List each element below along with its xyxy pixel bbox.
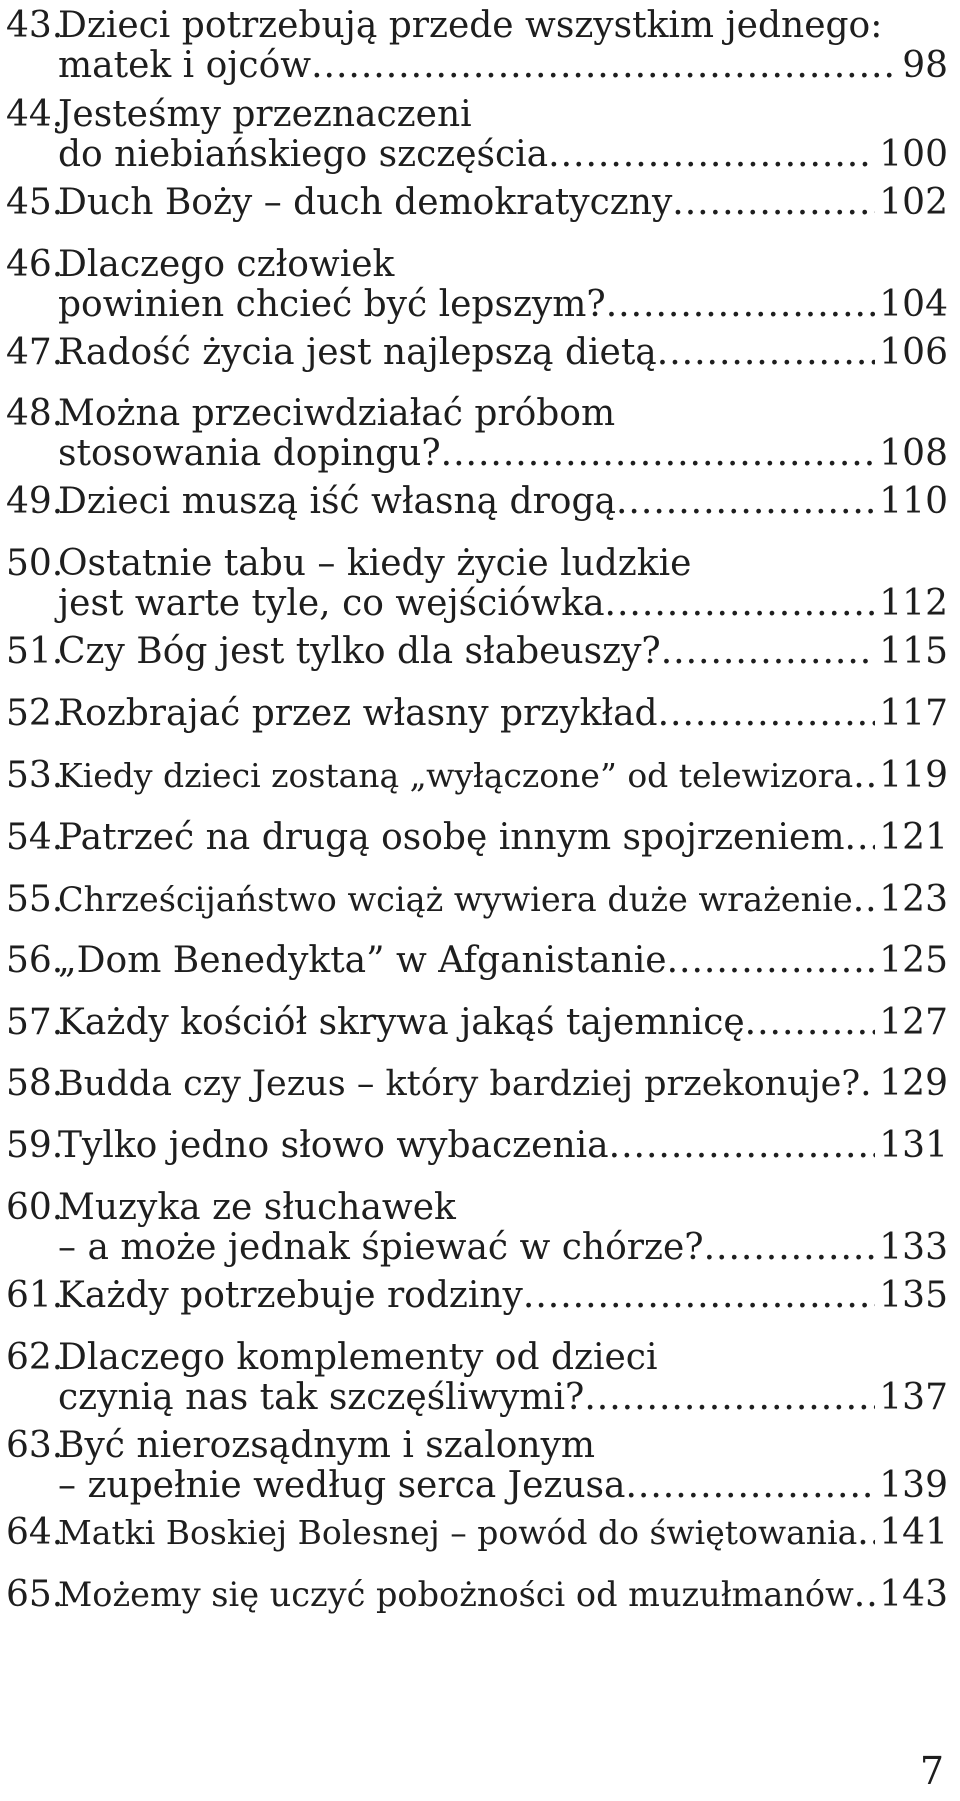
toc-entry-page: 119 <box>879 755 948 796</box>
toc-entry <box>0 1126 948 1166</box>
toc-entry-title-line: Chrześcijaństwo wciąż wywiera duże wrażenie <box>58 880 853 919</box>
toc-entry <box>0 1064 948 1104</box>
toc-entry-leader-line <box>58 632 948 672</box>
toc-entry-number: 58. <box>6 1063 64 1104</box>
toc-entry-page: 139 <box>879 1465 948 1506</box>
dot-leader <box>606 285 876 325</box>
toc-entry-leader-line <box>58 46 948 86</box>
toc-entry <box>0 756 948 796</box>
toc-entry-page: 121 <box>879 817 948 858</box>
toc-entry-title-line: Radość życia jest najlepszą dietą <box>58 332 657 373</box>
toc-entry-leader-line <box>58 818 948 858</box>
toc-entry-page: 143 <box>879 1574 948 1615</box>
toc-entry-page: 102 <box>879 182 948 223</box>
toc-entry-title-line: Możemy się uczyć pobożności od muzułmanów <box>58 1575 854 1614</box>
toc-entry-page: 104 <box>879 284 948 325</box>
toc-entry-leader-line <box>58 333 948 373</box>
toc-entry <box>0 1575 948 1615</box>
toc-entry-leader-line <box>58 135 948 175</box>
dot-leader <box>441 434 876 474</box>
toc-entry-title-line: – zupełnie według serca Jezusa <box>58 1465 626 1506</box>
toc-entry <box>0 183 948 223</box>
dot-leader <box>667 941 876 981</box>
dot-leader <box>548 135 875 175</box>
toc-entry-page: 135 <box>879 1275 948 1316</box>
dot-leader <box>745 1003 876 1043</box>
toc-entry-title-line: Jesteśmy przeznaczeni <box>58 94 472 135</box>
dot-leader <box>625 1466 875 1506</box>
page-number: 7 <box>919 1749 944 1793</box>
toc-entry <box>0 1003 948 1043</box>
toc-entry <box>0 1276 948 1316</box>
dot-leader <box>657 333 876 373</box>
toc-entry-title-line: Być nierozsądnym i szalonym <box>58 1425 596 1466</box>
toc-entry <box>0 544 948 624</box>
toc-entry-title-line: Ostatnie tabu – kiedy życie ludzkie <box>58 543 692 584</box>
toc-entry-title-line: Budda czy Jezus – który bardziej przekonuje? <box>58 1064 861 1104</box>
toc-entry-number: 55. <box>6 879 64 920</box>
toc-entry-number: 48. <box>6 393 64 434</box>
toc-entry-title-line: matek i ojców <box>58 45 312 86</box>
dot-leader <box>672 183 875 223</box>
toc-entry-title-line: Duch Boży – duch demokratyczny <box>58 182 673 223</box>
toc-entry-title-line: Każdy potrzebuje rodziny <box>58 1275 523 1316</box>
toc-entry-leader-line <box>58 1513 948 1553</box>
toc-entry <box>0 1513 948 1553</box>
toc-entry <box>0 880 948 920</box>
toc-entry-number: 64. <box>6 1512 64 1553</box>
toc-entry-number: 57. <box>6 1002 64 1043</box>
toc-entry-leader-line <box>58 1466 948 1506</box>
toc-entry-leader-line <box>58 694 948 734</box>
toc-entry-title-line: Matki Boskiej Bolesnej – powód do świętowania <box>58 1513 858 1552</box>
toc-entry-title-line: jest warte tyle, co wejściówka <box>58 583 605 624</box>
toc-entry <box>0 1188 948 1268</box>
dot-leader <box>658 694 876 734</box>
toc-entry-number: 54. <box>6 817 64 858</box>
toc-entry-leader-line <box>58 1064 948 1104</box>
toc-entry-title-line: – a może jednak śpiewać w chórze? <box>58 1227 704 1268</box>
toc-entry-page: 115 <box>879 631 948 672</box>
toc-entry-leader-line <box>58 434 948 474</box>
toc-entry-title-line: Czy Bóg jest tylko dla słabeuszy? <box>58 631 661 672</box>
toc-entry-number: 50. <box>6 543 64 584</box>
toc-entry-title-line: „Dom Benedykta” w Afganistanie <box>58 940 667 981</box>
toc-entry-title-line: Każdy kościół skrywa jakąś tajemnicę <box>58 1002 745 1043</box>
dot-leader <box>661 632 876 672</box>
toc-entry-number: 59. <box>6 1125 64 1166</box>
toc-entry-page: 100 <box>879 134 948 175</box>
toc-entry-number: 53. <box>6 755 64 796</box>
toc-entry-page: 110 <box>879 481 948 522</box>
toc-entry-title-line: Tylko jedno słowo wybaczenia <box>58 1125 609 1166</box>
dot-leader <box>853 756 875 796</box>
toc-entry-leader-line <box>58 756 948 796</box>
toc-entry-leader-line <box>58 183 948 223</box>
dot-leader <box>311 46 898 86</box>
dot-leader <box>605 584 876 624</box>
toc-entry-title-line: stosowania dopingu? <box>58 433 441 474</box>
toc-entry-title-line: Dlaczego człowiek <box>58 244 395 285</box>
toc-entry <box>0 245 948 325</box>
toc-entry <box>0 6 948 86</box>
toc-entry-page: 106 <box>879 332 948 373</box>
toc-entry-page: 117 <box>879 693 948 734</box>
toc-entry-leader-line <box>58 1228 948 1268</box>
dot-leader <box>845 818 876 858</box>
toc-entry-title-line: do niebiańskiego szczęścia <box>58 134 549 175</box>
toc-entry-number: 63. <box>6 1425 64 1466</box>
toc-entry-page: 133 <box>879 1227 948 1268</box>
toc-entry-title-line: powinien chcieć być lepszym? <box>58 284 606 325</box>
toc-entry-title-line: Patrzeć na drugą osobę innym spojrzeniem <box>58 817 845 858</box>
toc-entry-number: 43. <box>6 5 64 46</box>
toc-entry-number: 62. <box>6 1337 64 1378</box>
toc-entry-number: 52. <box>6 693 64 734</box>
toc-entry-page: 123 <box>879 879 948 920</box>
toc-entry-title-line: Dzieci potrzebują przede wszystkim jednego: <box>58 5 883 46</box>
toc-entry-leader-line <box>58 1378 948 1418</box>
toc-entry-leader-line <box>58 285 948 325</box>
toc-entry <box>0 632 948 672</box>
toc-entry-page: 108 <box>879 433 948 474</box>
toc-entry-number: 44. <box>6 94 64 135</box>
toc-entry-leader-line <box>58 941 948 981</box>
toc-entry-page: 125 <box>879 940 948 981</box>
dot-leader <box>616 482 875 522</box>
toc-entry-page: 98 <box>902 45 948 86</box>
toc-entry-title-line: Kiedy dzieci zostaną „wyłączone” od telewizora <box>58 756 854 795</box>
dot-leader <box>853 880 876 920</box>
toc-entry-page: 127 <box>879 1002 948 1043</box>
toc-entry <box>0 694 948 734</box>
toc-entry-leader-line <box>58 584 948 624</box>
toc-entry-title-line: Rozbrajać przez własny przykład <box>58 693 658 734</box>
toc-entry <box>0 941 948 981</box>
dot-leader <box>854 1575 876 1615</box>
toc-entry <box>0 1338 948 1418</box>
toc-entry <box>0 482 948 522</box>
toc-entry-leader-line <box>58 880 948 920</box>
toc-entry-number: 45. <box>6 182 64 223</box>
toc-entry-number: 49. <box>6 481 64 522</box>
toc-entry-number: 56. <box>6 940 64 981</box>
dot-leader <box>584 1378 875 1418</box>
toc-entry-title-line: Muzyka ze słuchawek <box>58 1187 456 1228</box>
toc-entry-number: 65. <box>6 1574 64 1615</box>
toc-entry-page: 141 <box>879 1512 948 1553</box>
toc-entry-page: 129 <box>879 1063 948 1104</box>
toc-entry-number: 46. <box>6 244 64 285</box>
toc-entry <box>0 394 948 474</box>
toc-entry-leader-line <box>58 1575 948 1615</box>
toc-entry-number: 61. <box>6 1275 64 1316</box>
toc-entry <box>0 333 948 373</box>
dot-leader <box>860 1064 875 1104</box>
toc-entry-title-line: Można przeciwdziałać próbom <box>58 393 616 434</box>
toc-entry-leader-line <box>58 1126 948 1166</box>
toc-entry-number: 47. <box>6 332 64 373</box>
toc-entry-leader-line <box>58 482 948 522</box>
toc-entry-page: 112 <box>879 583 948 624</box>
dot-leader <box>857 1513 875 1553</box>
toc-entry <box>0 95 948 175</box>
toc-entry-page: 137 <box>879 1377 948 1418</box>
toc-entry-leader-line <box>58 1276 948 1316</box>
toc-entry <box>0 818 948 858</box>
toc-entry <box>0 1426 948 1506</box>
dot-leader <box>704 1228 876 1268</box>
dot-leader <box>523 1276 875 1316</box>
toc-entry-page: 131 <box>879 1125 948 1166</box>
toc-entry-number: 60. <box>6 1187 64 1228</box>
toc-entry-leader-line <box>58 1003 948 1043</box>
toc-entry-title-line: czynią nas tak szczęśliwymi? <box>58 1377 585 1418</box>
dot-leader <box>609 1126 876 1166</box>
toc-entry-title-line: Dzieci muszą iść własną drogą <box>58 481 616 522</box>
toc-entry-number: 51. <box>6 631 64 672</box>
toc-entry-title-line: Dlaczego komplementy od dzieci <box>58 1337 658 1378</box>
